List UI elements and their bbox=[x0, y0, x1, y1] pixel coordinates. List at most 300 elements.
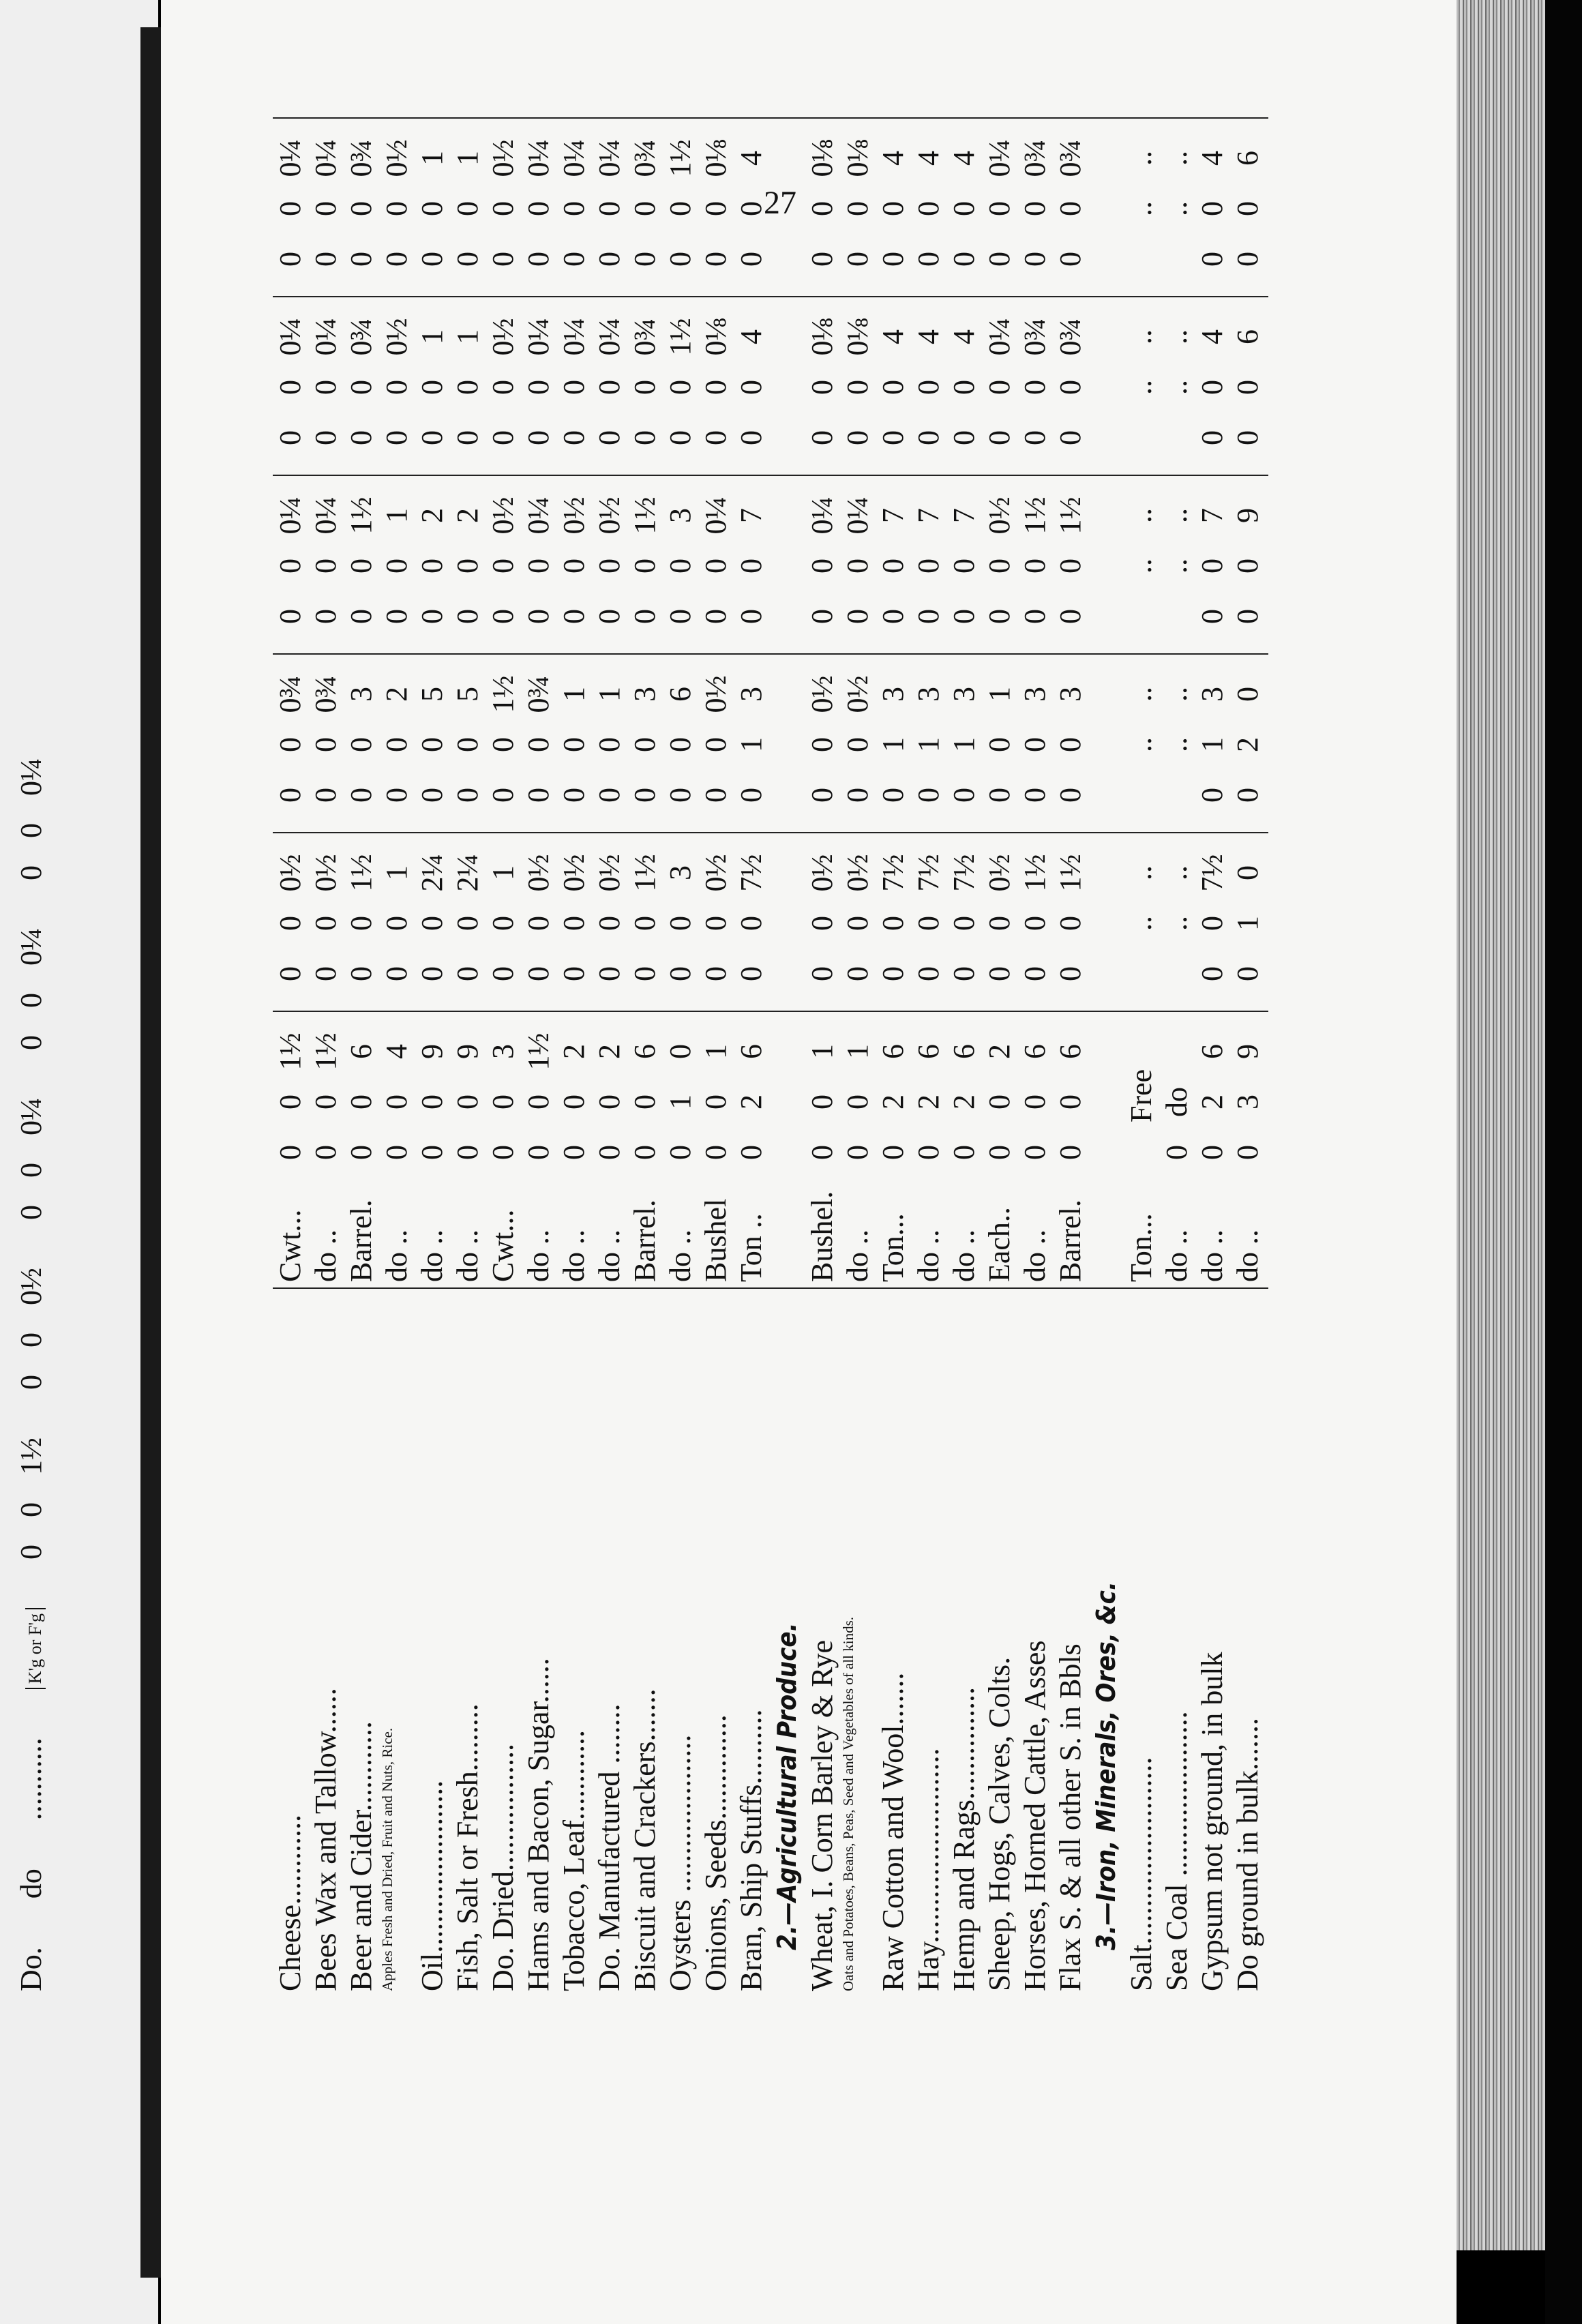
duty-value: 0 bbox=[663, 966, 697, 981]
duty-value: 0 bbox=[841, 558, 874, 573]
row-label: Beer and Cider............ bbox=[344, 1721, 378, 1991]
book-gutter bbox=[140, 27, 161, 2278]
duty-value: .. bbox=[1124, 916, 1158, 931]
duty-value: .. bbox=[1124, 508, 1158, 523]
duty-value: 2 bbox=[1231, 737, 1264, 752]
duty-value: 0 bbox=[805, 430, 839, 445]
duty-value: 0 bbox=[273, 966, 307, 981]
duty-value: 0 bbox=[912, 966, 945, 981]
duty-value: 0 bbox=[983, 1094, 1016, 1109]
duty-value: 0 bbox=[663, 916, 697, 931]
duty-value: 0 bbox=[699, 1094, 732, 1109]
table-row bbox=[982, 139, 1017, 1991]
duty-value: 9 bbox=[1231, 1044, 1264, 1059]
duty-value: 0 bbox=[1054, 737, 1087, 752]
duty-value: 0 bbox=[557, 916, 591, 931]
duty-value: 0 bbox=[1231, 1145, 1264, 1160]
duty-value: 0¾ bbox=[344, 318, 378, 356]
duty-value: 0¾ bbox=[1054, 139, 1087, 177]
duty-value: 0⅛ bbox=[805, 318, 839, 356]
duty-value: 0½ bbox=[805, 675, 839, 713]
duty-value: 0½ bbox=[486, 318, 520, 356]
duty-value: 2 bbox=[912, 1094, 945, 1109]
duty-value: 0 bbox=[486, 737, 520, 752]
duty-value: 0 bbox=[557, 966, 591, 981]
duty-value: 0 bbox=[1231, 558, 1264, 573]
duty-value: 1½ bbox=[663, 139, 697, 177]
duty-value: 0 bbox=[947, 201, 981, 216]
duty-value: 5 bbox=[451, 687, 484, 702]
duty-value: 0¾ bbox=[344, 139, 378, 177]
duty-value: 0 bbox=[1231, 201, 1264, 216]
table-row bbox=[1195, 151, 1230, 1991]
row-unit: do .. bbox=[1160, 1230, 1193, 1282]
duty-value: 0 bbox=[1054, 201, 1087, 216]
duty-value: 4 bbox=[947, 151, 981, 166]
duty-value: 6 bbox=[1231, 329, 1264, 344]
duty-value: 0 bbox=[663, 609, 697, 624]
duty-value: 0 bbox=[1195, 966, 1229, 981]
duty-value: 0 bbox=[1195, 916, 1229, 931]
duty-value: .. bbox=[1160, 380, 1193, 395]
row-label: Bees Wax and Tallow...... bbox=[309, 1688, 342, 1991]
table-row bbox=[1017, 139, 1053, 1991]
duty-value: 2 bbox=[593, 1044, 626, 1059]
duty-value: 0 bbox=[451, 201, 484, 216]
duty-value: 0 bbox=[380, 916, 413, 931]
duty-value: 0 bbox=[1195, 788, 1229, 803]
duty-value: 0 bbox=[734, 430, 768, 445]
duty-value: 0 bbox=[699, 788, 732, 803]
duty-value: 1 bbox=[841, 1044, 874, 1059]
duty-value: 4 bbox=[912, 151, 945, 166]
row-unit: do .. bbox=[522, 1230, 555, 1282]
duty-value: 0 bbox=[273, 380, 307, 395]
duty-value: 0 bbox=[380, 380, 413, 395]
duty-value: 0 bbox=[1231, 430, 1264, 445]
duty-value: 0 bbox=[451, 252, 484, 267]
duty-value: 0 bbox=[451, 788, 484, 803]
row-label: Do ground in bulk....... bbox=[1231, 1718, 1264, 1991]
duty-value: 0 bbox=[309, 916, 342, 931]
duty-value: 0 bbox=[1231, 788, 1264, 803]
row-unit: Barrel. bbox=[1054, 1200, 1087, 1282]
duty-value: 4 bbox=[912, 329, 945, 344]
duty-value: 0 bbox=[663, 737, 697, 752]
duty-value: 0 bbox=[805, 380, 839, 395]
duty-value: 0¼ bbox=[309, 318, 342, 356]
duty-value: 3 bbox=[486, 1044, 520, 1059]
duty-value: 0¾ bbox=[1018, 139, 1051, 177]
duty-value: 0¾ bbox=[522, 675, 555, 713]
duty-value: 2¼ bbox=[451, 854, 484, 892]
table-row bbox=[698, 139, 734, 1991]
duty-value: 1½ bbox=[309, 1032, 342, 1071]
duty-value: 0 bbox=[344, 788, 378, 803]
duty-value: 0 bbox=[805, 558, 839, 573]
duty-value: 0 bbox=[841, 788, 874, 803]
duty-value: 0 bbox=[557, 737, 591, 752]
duty-value: .. bbox=[1160, 737, 1193, 752]
duty-value: 0 bbox=[593, 1145, 626, 1160]
duty-value: 0½ bbox=[309, 854, 342, 892]
duty-value: 7½ bbox=[1195, 854, 1229, 892]
duty-value: 0½ bbox=[380, 318, 413, 356]
duty-value: 0 bbox=[663, 252, 697, 267]
duty-value: 0¼ bbox=[805, 496, 839, 535]
prev-row-value: 1½ bbox=[14, 1437, 48, 1475]
duty-value: 0 bbox=[983, 380, 1016, 395]
duty-value: 0¼ bbox=[309, 139, 342, 177]
duty-value: 0½ bbox=[699, 675, 732, 713]
duty-value: 0 bbox=[1018, 916, 1051, 931]
duty-value: 0 bbox=[451, 430, 484, 445]
duty-value: 0 bbox=[344, 201, 378, 216]
duty-value: 0½ bbox=[486, 139, 520, 177]
duty-value: 0 bbox=[522, 252, 555, 267]
duty-value: 0 bbox=[876, 609, 910, 624]
duty-value: 0 bbox=[593, 966, 626, 981]
duty-value: 9 bbox=[1231, 508, 1264, 523]
duty-value: 6 bbox=[1054, 1044, 1087, 1059]
duty-value: 0 bbox=[663, 380, 697, 395]
prev-row-value: 0 bbox=[14, 865, 48, 880]
duty-value: 0 bbox=[912, 788, 945, 803]
prev-row-ditto: do bbox=[14, 1868, 48, 1899]
duty-value: 1½ bbox=[486, 675, 520, 713]
duty-value: .. bbox=[1160, 151, 1193, 166]
duty-value: 0 bbox=[841, 966, 874, 981]
duty-value: .. bbox=[1160, 687, 1193, 702]
duty-value: 0 bbox=[1054, 609, 1087, 624]
table-row bbox=[663, 139, 698, 1991]
duty-value: 0 bbox=[415, 1145, 449, 1160]
duty-value: 0 bbox=[1195, 558, 1229, 573]
duty-value: 0 bbox=[557, 430, 591, 445]
duty-value: .. bbox=[1160, 329, 1193, 344]
duty-value: 0 bbox=[273, 788, 307, 803]
duty-value: 0 bbox=[309, 558, 342, 573]
duty-value: 0 bbox=[273, 609, 307, 624]
duty-value: 0½ bbox=[486, 496, 520, 535]
duty-value: 0 bbox=[1054, 966, 1087, 981]
duty-value: 0 bbox=[415, 380, 449, 395]
duty-value: 0 bbox=[309, 201, 342, 216]
duty-value: 0 bbox=[1018, 430, 1051, 445]
duty-value: 0 bbox=[344, 1094, 378, 1109]
duty-value: 0½ bbox=[983, 496, 1016, 535]
row-label: Salt......................... bbox=[1124, 1757, 1158, 1991]
prev-row-value: 0 bbox=[14, 1034, 48, 1050]
column-rule bbox=[273, 117, 1268, 119]
duty-value: 0 bbox=[309, 1145, 342, 1160]
duty-value: 0 bbox=[522, 558, 555, 573]
row-label: Hemp and Rags............... bbox=[947, 1686, 981, 1991]
duty-value: 0 bbox=[663, 788, 697, 803]
duty-value: 0 bbox=[344, 252, 378, 267]
duty-value: 0 bbox=[876, 916, 910, 931]
duty-value: 0⅛ bbox=[699, 318, 732, 356]
duty-value: 3 bbox=[947, 687, 981, 702]
duty-value: 1 bbox=[1231, 916, 1264, 931]
duty-value: 0 bbox=[983, 737, 1016, 752]
duty-value: 0 bbox=[415, 430, 449, 445]
duty-value: 0 bbox=[1018, 788, 1051, 803]
duty-value: .. bbox=[1124, 737, 1158, 752]
prev-row-leader: ........... bbox=[14, 1738, 48, 1821]
duty-value: 0 bbox=[628, 380, 661, 395]
duty-value: 0 bbox=[805, 201, 839, 216]
duty-value: 0 bbox=[451, 916, 484, 931]
duty-value: 7 bbox=[876, 508, 910, 523]
duty-value: 0 bbox=[663, 201, 697, 216]
prev-row-unit: K'g or F'g bbox=[25, 1608, 46, 1689]
duty-value: 6 bbox=[947, 1044, 981, 1059]
duty-value: 0 bbox=[912, 609, 945, 624]
duty-value: 1½ bbox=[344, 496, 378, 535]
duty-value: 6 bbox=[876, 1044, 910, 1059]
duty-value: 0 bbox=[947, 1145, 981, 1160]
duty-value: 2 bbox=[876, 1094, 910, 1109]
duty-value: 1 bbox=[912, 737, 945, 752]
duty-value: 1 bbox=[380, 865, 413, 880]
duty-value: 0 bbox=[628, 737, 661, 752]
duty-value: 0 bbox=[1231, 687, 1264, 702]
duty-value: 0¼ bbox=[699, 496, 732, 535]
duty-value: 0 bbox=[309, 1094, 342, 1109]
duty-value: 0¼ bbox=[983, 318, 1016, 356]
duty-value: 0 bbox=[699, 609, 732, 624]
duty-value: 0 bbox=[805, 788, 839, 803]
duty-value: 0 bbox=[1054, 252, 1087, 267]
duty-value: 0¼ bbox=[983, 139, 1016, 177]
prev-row-values bbox=[14, 711, 48, 1560]
duty-value: 0 bbox=[663, 1145, 697, 1160]
section-heading-row bbox=[1088, 191, 1124, 1991]
duty-value: 0 bbox=[451, 558, 484, 573]
duty-value: 0¼ bbox=[309, 496, 342, 535]
duty-value: 0 bbox=[1195, 380, 1229, 395]
row-unit: Bushel. bbox=[805, 1191, 839, 1282]
duty-value: 0 bbox=[699, 558, 732, 573]
table-row bbox=[876, 151, 911, 1991]
duty-value: 0 bbox=[699, 252, 732, 267]
duty-value: 0 bbox=[628, 1094, 661, 1109]
duty-value: 0 bbox=[628, 916, 661, 931]
duty-value: 0 bbox=[912, 916, 945, 931]
table-row bbox=[911, 151, 946, 1991]
duty-value: .. bbox=[1160, 916, 1193, 931]
duty-value: 0 bbox=[947, 380, 981, 395]
duty-value: 0 bbox=[486, 201, 520, 216]
duty-value: 0 bbox=[1054, 788, 1087, 803]
duty-value: 0 bbox=[1018, 1094, 1051, 1109]
duty-value: 0 bbox=[273, 737, 307, 752]
duty-value: 0 bbox=[1231, 252, 1264, 267]
duty-value: 0 bbox=[593, 737, 626, 752]
duty-value: 0 bbox=[699, 430, 732, 445]
duty-value: 1½ bbox=[1054, 496, 1087, 535]
duty-value: 0 bbox=[805, 966, 839, 981]
duty-value: 3 bbox=[344, 687, 378, 702]
duty-value: 0 bbox=[983, 609, 1016, 624]
duty-value: 0 bbox=[1054, 380, 1087, 395]
duty-value: 0¼ bbox=[273, 139, 307, 177]
duty-value: 3 bbox=[876, 687, 910, 702]
duty-value: 0½ bbox=[699, 854, 732, 892]
row-unit: do .. bbox=[593, 1230, 626, 1282]
duty-value: 1½ bbox=[1018, 496, 1051, 535]
duty-value: .. bbox=[1124, 865, 1158, 880]
duty-value: 0 bbox=[344, 380, 378, 395]
duty-value: 0 bbox=[451, 966, 484, 981]
duty-value: 1½ bbox=[1018, 854, 1051, 892]
duty-value: 0 bbox=[734, 788, 768, 803]
duty-value: 3 bbox=[663, 508, 697, 523]
duty-value: 0⅛ bbox=[699, 139, 732, 177]
duty-value: 3 bbox=[1195, 687, 1229, 702]
row-label: Do. Dried................. bbox=[486, 1744, 520, 1991]
duty-value: 0 bbox=[983, 430, 1016, 445]
duty-value: 0 bbox=[947, 252, 981, 267]
row-unit: Barrel. bbox=[344, 1200, 378, 1282]
duty-value: 7½ bbox=[947, 854, 981, 892]
duty-value: 0 bbox=[380, 966, 413, 981]
duty-value: 0 bbox=[841, 1145, 874, 1160]
table-row bbox=[1230, 151, 1266, 1991]
duty-value: 0½ bbox=[557, 854, 591, 892]
row-label: Biscuit and Crackers....... bbox=[628, 1688, 661, 1991]
duty-value: 0 bbox=[1195, 1145, 1229, 1160]
row-unit: do .. bbox=[1231, 1230, 1264, 1282]
duty-value: 0 bbox=[663, 558, 697, 573]
duty-value: 0 bbox=[912, 1145, 945, 1160]
row-unit: Ton... bbox=[876, 1213, 910, 1282]
duty-value: 4 bbox=[876, 329, 910, 344]
duty-value: 0½ bbox=[841, 854, 874, 892]
duty-value: 0½ bbox=[983, 854, 1016, 892]
duty-value: 0 bbox=[486, 1145, 520, 1160]
duty-value: 3 bbox=[628, 687, 661, 702]
duty-value: 1 bbox=[486, 865, 520, 880]
duty-value: 0 bbox=[841, 252, 874, 267]
duty-value: 0 bbox=[380, 1145, 413, 1160]
duty-value: 0 bbox=[734, 916, 768, 931]
row-label: Wheat, I. Corn Barley & Rye bbox=[805, 1639, 839, 1991]
duty-value: 1 bbox=[876, 737, 910, 752]
duty-value: 0 bbox=[593, 252, 626, 267]
duty-value: 0½ bbox=[841, 675, 874, 713]
duty-value: .. bbox=[1124, 201, 1158, 216]
duty-value: Free bbox=[1124, 1069, 1158, 1122]
duty-value: 4 bbox=[1195, 329, 1229, 344]
duty-value: 0 bbox=[734, 558, 768, 573]
duty-value: 0 bbox=[451, 609, 484, 624]
duty-value: 6 bbox=[912, 1044, 945, 1059]
duty-value: 1 bbox=[415, 151, 449, 166]
duty-value: 0¼ bbox=[557, 318, 591, 356]
duty-value: 2 bbox=[380, 687, 413, 702]
duty-value: 0 bbox=[841, 609, 874, 624]
row-label: Sea Coal ...................... bbox=[1160, 1711, 1193, 1991]
duty-value: 0 bbox=[344, 558, 378, 573]
duty-value: 6 bbox=[1018, 1044, 1051, 1059]
duty-value: 1 bbox=[415, 329, 449, 344]
duty-value: 2 bbox=[734, 1094, 768, 1109]
duty-value: 6 bbox=[734, 1044, 768, 1059]
duty-value: 0 bbox=[628, 609, 661, 624]
duty-value: 0 bbox=[628, 1145, 661, 1160]
row-label: Apples Fresh and Dried, Fruit and Nuts, Rice. bbox=[379, 1727, 395, 1991]
duty-value: 1 bbox=[451, 151, 484, 166]
duty-value: 5 bbox=[415, 687, 449, 702]
table-row bbox=[273, 139, 308, 1991]
duty-value: 0 bbox=[486, 380, 520, 395]
duty-value: 0 bbox=[947, 430, 981, 445]
duty-value: 0 bbox=[486, 966, 520, 981]
prev-row-value: 0 bbox=[14, 822, 48, 838]
section-heading-row bbox=[769, 191, 805, 1991]
duty-value: 0 bbox=[557, 609, 591, 624]
table-row bbox=[592, 139, 627, 1991]
duty-value: 6 bbox=[1195, 1044, 1229, 1059]
duty-value: 0 bbox=[557, 788, 591, 803]
duty-value: 0 bbox=[628, 966, 661, 981]
duty-value: 0 bbox=[947, 966, 981, 981]
duty-value: 1 bbox=[805, 1044, 839, 1059]
table-row bbox=[734, 151, 769, 1991]
duty-value: 0 bbox=[1195, 430, 1229, 445]
table-row bbox=[308, 139, 344, 1991]
duty-value: 0 bbox=[451, 380, 484, 395]
duty-value: 0 bbox=[380, 201, 413, 216]
duty-value: 0 bbox=[699, 916, 732, 931]
duty-value: 0 bbox=[1018, 966, 1051, 981]
row-label: Gypsum not ground, in bulk bbox=[1195, 1652, 1229, 1991]
duty-value: 1½ bbox=[344, 854, 378, 892]
duty-value: 1 bbox=[663, 1094, 697, 1109]
duty-value: 0¼ bbox=[522, 318, 555, 356]
page-edges bbox=[1457, 0, 1545, 2250]
duty-value: 0 bbox=[344, 1145, 378, 1160]
duty-value: 0 bbox=[841, 916, 874, 931]
duty-value: 2 bbox=[947, 1094, 981, 1109]
duty-value: 0 bbox=[805, 1145, 839, 1160]
duty-value: 0 bbox=[983, 201, 1016, 216]
row-unit: do .. bbox=[415, 1230, 449, 1282]
duty-value: 2 bbox=[557, 1044, 591, 1059]
duty-value: 0⅛ bbox=[805, 139, 839, 177]
prev-row-value: 0 bbox=[14, 992, 48, 1008]
duty-value: 0 bbox=[1231, 966, 1264, 981]
duty-value: 0 bbox=[1160, 1145, 1193, 1160]
row-label: Tobacco, Leaf............ bbox=[557, 1730, 591, 1991]
row-label: Hay.......................... bbox=[912, 1748, 945, 1991]
duty-value: 0 bbox=[273, 252, 307, 267]
duty-value: 0 bbox=[309, 788, 342, 803]
row-label: Flax S. & all other S. in Bbls bbox=[1054, 1643, 1087, 1991]
duty-value: 0 bbox=[1018, 380, 1051, 395]
duty-value: 3 bbox=[1018, 687, 1051, 702]
duty-value: 0 bbox=[486, 609, 520, 624]
duty-value: 0 bbox=[380, 788, 413, 803]
duty-value: 0 bbox=[983, 788, 1016, 803]
row-label: Onions, Seeds.............. bbox=[699, 1714, 732, 1991]
duty-value: 0½ bbox=[593, 496, 626, 535]
duty-value: 0½ bbox=[593, 854, 626, 892]
duty-value: 3 bbox=[1054, 687, 1087, 702]
duty-value: 0 bbox=[1231, 380, 1264, 395]
